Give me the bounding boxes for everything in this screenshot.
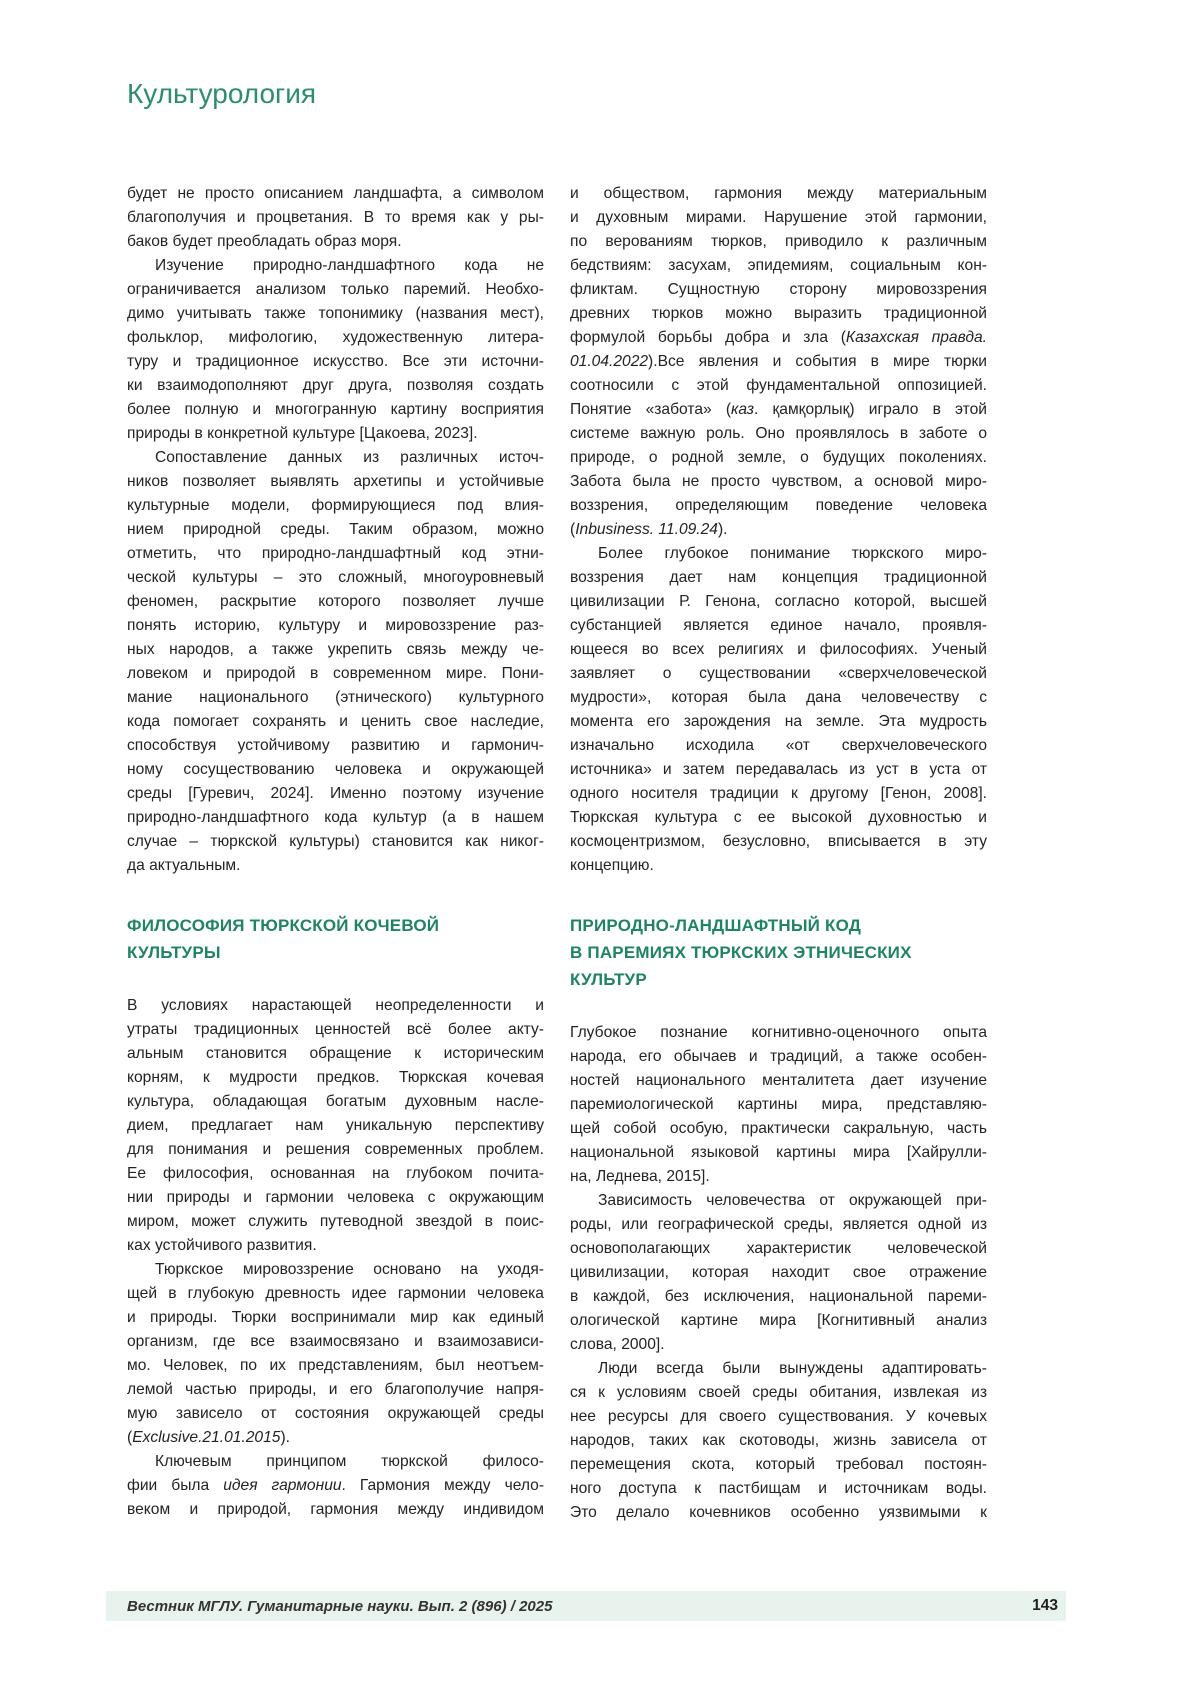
text-line: веком и природой, гармония между индивидом <box>127 1501 544 1518</box>
text-line: изначально исходила «от сверхчеловеческого <box>570 737 987 754</box>
text-line: ки взаимодополняют друг друга, позволяя создать <box>127 377 544 394</box>
text-line: ников позволяет выявлять архетипы и устойчивые <box>127 473 544 490</box>
text-line: фольклор, мифологию, художественную литера- <box>127 329 544 346</box>
text-line: Люди всегда были вынуждены адаптировать- <box>598 1360 987 1377</box>
text-line: мудрости», которая была дана человечеству с <box>570 689 987 706</box>
text-line: природе, о родной земле, о будущих поколениях. <box>570 449 987 466</box>
text-line: случае – тюркской культуры) становится как никог- <box>127 833 544 850</box>
text-line: в каждой, без исключения, национальной пареми- <box>570 1288 987 1305</box>
text-line: и природы. Тюрки воспринимали мир как единый <box>127 1309 544 1326</box>
text-line: основополагающих характеристик человеческой <box>570 1240 987 1257</box>
text-line: ющееся во всех религиях и философиях. Ученый <box>570 641 987 658</box>
text-line: концепцию. <box>570 857 654 874</box>
text-line: щей в глубокую древность идее гармонии человека <box>127 1285 544 1302</box>
text-line: заявляет о существовании «сверхчеловеческой <box>570 665 987 682</box>
right-column <box>570 182 987 1525</box>
text-line: ся к условиям своей среды обитания, извлекая из <box>570 1384 987 1401</box>
text-line: субстанцией является единое начало, проявля- <box>570 617 987 634</box>
text-line: национальной языковой картины мира [Хайрулли- <box>570 1144 987 1161</box>
text-line: утраты традиционных ценностей всё более акту- <box>127 1021 544 1038</box>
text-line: и духовным мирами. Нарушение этой гармонии, <box>570 209 987 226</box>
text-line: ческой культуры – это сложный, многоуровневый <box>127 569 544 586</box>
text-line: ного доступа к пастбищам и источникам воды. <box>570 1480 987 1497</box>
italic-citation: идея гармонии <box>223 1477 342 1494</box>
section-heading-line: КУЛЬТУРЫ <box>127 943 221 962</box>
text-line: организм, где все взаимосвязано и взаимозависи- <box>127 1333 544 1350</box>
text-line: формулой борьбы добра и зла (Казахская правда. <box>570 329 987 346</box>
text-line: мо. Человек, по их представлениям, был неотъем- <box>127 1357 544 1374</box>
italic-citation: Казахская правда. <box>845 329 987 346</box>
text-line: димо учитывать также топонимику (названия мест), <box>127 305 544 322</box>
section-heading-line: ФИЛОСОФИЯ ТЮРКСКОЙ КОЧЕВОЙ <box>127 916 440 935</box>
text-line: Ее философия, основанная на глубоком почита- <box>127 1165 544 1182</box>
text-line: ных народов, а также укрепить связь между че- <box>127 641 544 658</box>
text-line: Тюркское мировоззрение основано на уходя- <box>155 1261 544 1278</box>
text-line: народов, таких как скотоводы, жизнь зависела от <box>570 1432 987 1449</box>
italic-citation: Exclusive.21.01.2015 <box>132 1429 281 1446</box>
text-line: будет не просто описанием ландшафта, а символом <box>127 185 544 202</box>
text-line: роды, или географической среды, является одной из <box>570 1216 987 1233</box>
text-line: (Exclusive.21.01.2015). <box>127 1429 290 1446</box>
text-line: слова, 2000]. <box>570 1336 665 1353</box>
text-line: нее ресурсы для своего существования. У кочевых <box>570 1408 987 1425</box>
paragraph <box>570 1189 987 1357</box>
text-line: понять историю, культуру и мировоззрение раз- <box>127 617 544 634</box>
left-column <box>127 182 544 1522</box>
text-line: Тюркская культура с ее высокой духовностью и <box>570 809 987 826</box>
section-heading-line: ПРИРОДНО-ЛАНДШАФТНЫЙ КОД <box>570 916 862 935</box>
paragraph <box>127 446 544 878</box>
section-heading-line: КУЛЬТУР <box>570 970 647 989</box>
text-line: феномен, раскрытие которого позволяет лучше <box>127 593 544 610</box>
text-line: туру и традиционное искусство. Все эти источни- <box>127 353 544 370</box>
text-line: ологической картине мира [Когнитивный анализ <box>570 1312 987 1329</box>
text-line: природно-ландшафтного кода культур (а в нашем <box>127 809 544 826</box>
text-line: культурные модели, формирующиеся под влия- <box>127 497 544 514</box>
text-line: ному сосуществованию человека и окружающей <box>127 761 544 778</box>
text-line: кода помогает сохранять и ценить свое наследие, <box>127 713 544 730</box>
text-line: перемещения скота, который требовал постоян- <box>570 1456 987 1473</box>
text-line: одного носителя традиции к другому [Генон, 2008]. <box>570 785 987 802</box>
text-line: для понимания и решения современных проблем. <box>127 1141 544 1158</box>
paragraph <box>127 254 544 446</box>
paragraph <box>570 1021 987 1189</box>
paragraph <box>127 1450 544 1522</box>
text-line: В условиях нарастающей неопределенности и <box>127 997 544 1014</box>
italic-citation: каз <box>731 401 754 418</box>
text-line: Понятие «забота» (каз. қамқорлық) играло в этой <box>570 401 987 418</box>
text-line: лемой частью природы, и его благополучие напря- <box>127 1381 544 1398</box>
text-line: Забота была не просто чувством, а основой миро- <box>570 473 987 490</box>
text-line: системе важную роль. Оно проявлялось в заботе о <box>570 425 987 442</box>
text-line: отметить, что природно-ландшафтный код этни- <box>127 545 544 562</box>
text-line: древних тюрков можно выразить традиционной <box>570 305 987 322</box>
text-line: 01.04.2022).Все явления и события в мире тюрки <box>570 353 987 370</box>
text-line: и обществом, гармония между материальным <box>570 185 987 202</box>
text-line: Зависимость человечества от окружающей при- <box>598 1192 987 1209</box>
text-line: народа, его обычаев и традиций, а также особен- <box>570 1048 987 1065</box>
text-line: соотносили с этой фундаментальной оппозицией. <box>570 377 987 394</box>
text-line: Сопоставление данных из различных источ- <box>155 449 544 466</box>
section-heading-line: В ПАРЕМИЯХ ТЮРКСКИХ ЭТНИЧЕСКИХ <box>570 943 912 962</box>
text-line: альным становится обращение к историческим <box>127 1045 544 1062</box>
text-line: по верованиям тюрков, приводило к различным <box>570 233 987 250</box>
section-heading <box>127 912 544 966</box>
text-line: ках устойчивого развития. <box>127 1237 317 1254</box>
paragraph <box>570 1357 987 1525</box>
text-line: фликтам. Сущностную сторону мировоззрения <box>570 281 987 298</box>
paragraph <box>570 542 987 878</box>
text-line: Более глубокое понимание тюркского миро- <box>598 545 987 562</box>
text-line: ограничивается анализом только паремий. Необхо- <box>127 281 544 298</box>
italic-citation: Inbusiness. 11.09.24 <box>575 521 718 538</box>
paragraph <box>127 182 544 254</box>
text-line: цивилизации Р. Генона, согласно которой, высшей <box>570 593 987 610</box>
text-line: мание национального (этнического) культурного <box>127 689 544 706</box>
paragraph <box>127 994 544 1258</box>
text-line: способствуя устойчивому развитию и гармонич- <box>127 737 544 754</box>
text-line: Глубокое познание когнитивно-оценочного опыта <box>570 1024 987 1041</box>
text-line: паремиологической картины мира, представляю- <box>570 1096 987 1113</box>
text-line: воззрения, определяющим поведение человека <box>570 497 987 514</box>
footer-bar <box>106 1591 1066 1621</box>
text-line: Ключевым принципом тюркской филосо- <box>155 1453 544 1470</box>
text-line: ностей национального менталитета дает изучение <box>570 1072 987 1089</box>
text-line: нием природной среды. Таким образом, можно <box>127 521 544 538</box>
text-line: корням, к мудрости предков. Тюркская кочевая <box>127 1069 544 1086</box>
text-line: момента его зарождения на земле. Эта мудрость <box>570 713 987 730</box>
text-line: Изучение природно-ландшафтного кода не <box>155 257 544 274</box>
text-line: мую зависело от состояния окружающей среды <box>127 1405 544 1422</box>
text-line: бедствиям: засухам, эпидемиям, социальным кон- <box>570 257 987 274</box>
text-line: на, Леднева, 2015]. <box>570 1168 710 1185</box>
text-line: более полную и многогранную картину восприятия <box>127 401 544 418</box>
text-line: щей собой особую, практически сакральную, часть <box>570 1120 987 1137</box>
text-line: воззрения дает нам концепция традиционной <box>570 569 987 586</box>
text-line: (Inbusiness. 11.09.24). <box>570 521 728 538</box>
text-line: баков будет преобладать образ моря. <box>127 233 402 250</box>
text-line: благополучия и процветания. В то время как у ры- <box>127 209 544 226</box>
text-line: фии была идея гармонии. Гармония между чело- <box>127 1477 544 1494</box>
text-line: Это делало кочевников особенно уязвимыми к <box>570 1504 987 1521</box>
text-line: природы в конкретной культуре [Цакоева, 2023]. <box>127 425 478 442</box>
text-line: ловеком и природой в современном мире. Пони- <box>127 665 544 682</box>
italic-citation: 01.04.2022 <box>570 353 649 370</box>
text-line: дием, предлагает нам уникальную перспективу <box>127 1117 544 1134</box>
text-line: культура, обладающая богатым духовным насле- <box>127 1093 544 1110</box>
text-line: цивилизации, которая находит свое отражение <box>570 1264 987 1281</box>
text-line: космоцентризмом, безусловно, вписывается в эту <box>570 833 987 850</box>
footer-page-number: 143 <box>1032 1597 1058 1614</box>
paragraph <box>127 1258 544 1450</box>
section-heading <box>570 912 987 993</box>
paragraph <box>570 182 987 542</box>
text-line: источника» и затем передавалась из уст в уста от <box>570 761 987 778</box>
text-line: среды [Гуревич, 2024]. Именно поэтому изучение <box>127 785 544 802</box>
text-line: да актуальным. <box>127 857 241 874</box>
text-line: нии природы и гармонии человека с окружающим <box>127 1189 544 1206</box>
page-header-section-label: Культурология <box>127 78 317 109</box>
footer-journal: Вестник МГЛУ. Гуманитарные науки. Вып. 2 (896) / 2025 <box>127 1597 553 1615</box>
text-line: миром, может служить путеводной звездой в поис- <box>127 1213 544 1230</box>
